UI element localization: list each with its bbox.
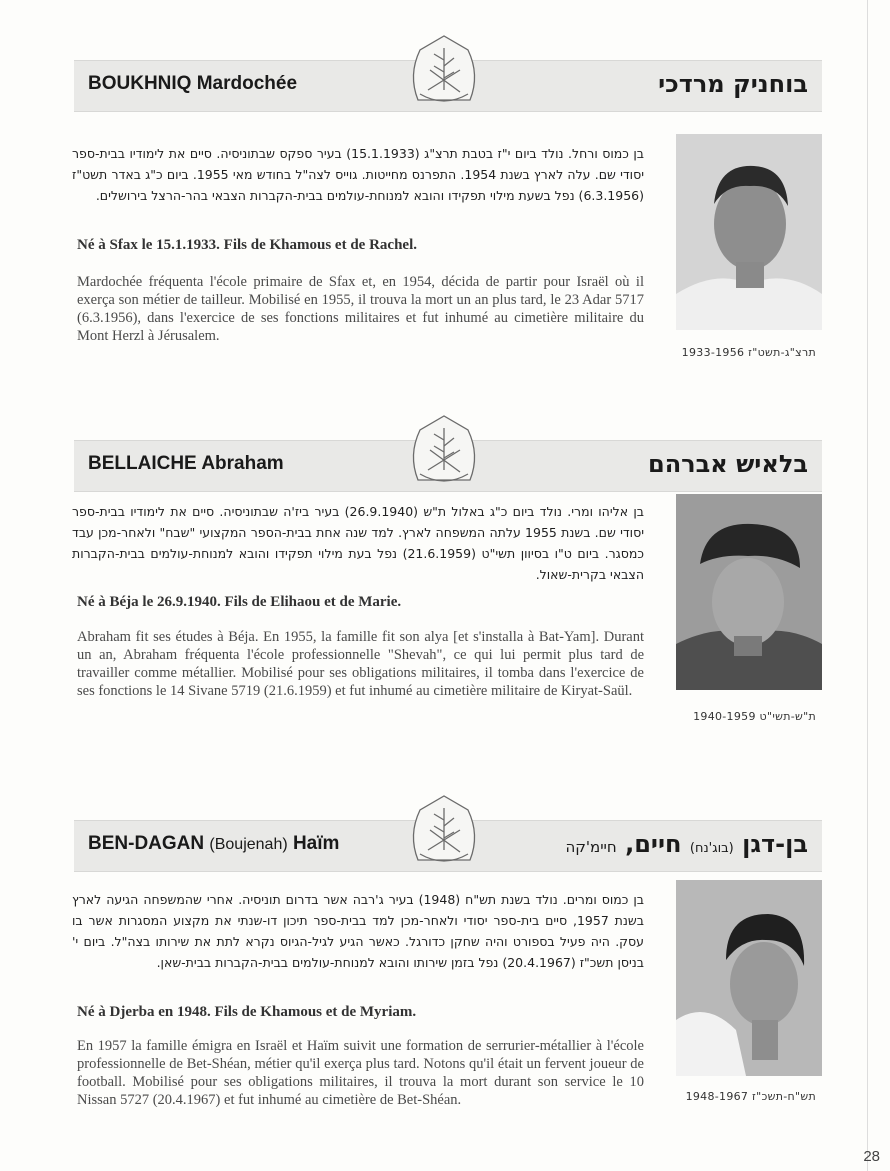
hebrew-biography: בן אליהו ומרי. נולד ביום כ"ג באלול ת"ש (26.9.1940) בעיר ביז'ה שבתוניסיה. סיים את לימודיו בבית-ספר יסודי שם. בשנת 1955 עלתה המשפחה לארץ. למד שנה אחת בבית-הספר המקצועי "שבח" ולאחר-מכן עבד כמסגר. ביום ט"ו בסיוון תשי"ט (21.6.1959) נפל בעת מילוי תפקידו והובא למנוחת-עולמים בבית-הקברות הצבאי בקרית-שאול.: [72, 503, 645, 582]
french-birth-line: Né à Béja le 26.9.1940. Fils de Elihaou et de Marie.: [77, 594, 402, 610]
idf-emblem-icon: [398, 790, 490, 870]
hebrew-biography: בן כמוס ומרים. נולד בשנת תש"ח (1948) בעיר ג'רבה אשר בדרום תוניסיה. אחרי שהמשפחה הגיעה לארץ בשנת 1957, סיים בית-ספר יסודי ולאחר-מכן למד בבית-ספר תיכון דו-שנתי את מקצוע המסגרות אשר בו עסק. היה פעיל בספורט והיה שחקן כדורגל. כאשר הגיע לגיל-הגיוס נקרא לתת את שירותו בצה"ל. ביום י' בניסן תשכ"ז (20.4.1967) נפל בזמן שירותו והובא למנוחת-עולמים בבית-הקברות בבית-שאן.: [72, 891, 644, 970]
french-birth-line: Né à Sfax le 15.1.1933. Fils de Khamous et de Rachel.: [77, 237, 417, 253]
idf-emblem-icon: [398, 410, 490, 490]
latin-surname: BELLAICHE: [88, 453, 197, 474]
portrait-photo: [676, 880, 822, 1076]
page-number: 28: [863, 1148, 880, 1165]
hebrew-name: [565, 830, 808, 858]
latin-surname: BEN-DAGAN: [88, 833, 205, 854]
french-biography: En 1957 la famille émigra en Israël et Haïm suivit une formation de serrurier-métallier à l'école professionnelle de Bet-Shéan, métier qu'il exerça plus tard. Notons qu'il était un fervent joueur de football. Mobilisé pour ses obligations militaires, il trouva la mort durant son service le 10 Nissan 5727 (20.4.1967) et fut inhumé au cimetière de Bet-Shéan.: [77, 1037, 644, 1108]
hebrew-name: בוחניק מרדכי: [658, 70, 808, 98]
life-dates: תרצ"ג-תשט"ז 1933-1956: [681, 346, 816, 359]
latin-surname: BOUKHNIQ: [88, 73, 192, 94]
french-birth-line: Né à Djerba en 1948. Fils de Khamous et de Myriam.: [77, 1004, 417, 1020]
portrait-photo: [676, 494, 822, 690]
latin-name: [88, 73, 297, 95]
page-edge-rule: [867, 0, 868, 1171]
life-dates: תש"ח-תשכ"ז 1948-1967: [685, 1090, 816, 1103]
hebrew-biography: בן כמוס ורחל. נולד ביום י"ז בטבת תרצ"ג (15.1.1933) בעיר ספקס שבתוניסיה. סיים את לימודיו בבית-ספר יסודי שם. עלה לארץ בשנת 1954. התפרנס מחייטות. גוייס לצה"ל בחודש מאי 1955. ביום כ"ג באדר תשט"ז (6.3.1956) נפל בשעת מילוי תפקידו והובא למנוחת-עולמים בבית-הקברות הצבאי בהר-הרצל בירושלים.: [72, 145, 644, 203]
latin-name: [88, 453, 284, 475]
hebrew-nickname: חיימ'קה: [565, 838, 617, 856]
french-biography: Abraham fit ses études à Béja. En 1955, la famille fit son alya [et s'installa à Bat-Yam]. Durant un an, Abraham fréquenta l'école professionnelle "Shevah", ce qui lui permit plus tard de travailler comme métallier. Mobilisé pour ses obligations militaires, il tomba dans l'exercice de ses fonctions le 14 Sivane 5719 (21.6.1959) et fut inhumé au cimetière militaire de Kiryat-Saül.: [77, 628, 644, 699]
hebrew-surname: בן-דגן: [742, 830, 808, 858]
french-biography: Mardochée fréquenta l'école primaire de Sfax et, en 1954, décida de partir pour Israël où il exerça son métier de tailleur. Mobilisé en 1955, il trouva la mort un an plus tard, le 23 Adar 5717 (6.3.1956), dans l'exercice de ses fonctions militaires et fut inhumé au cimetière militaire du Mont Herzl à Jérusalem.: [77, 273, 644, 344]
portrait-photo: [676, 134, 822, 330]
latin-given-name: Abraham: [201, 453, 284, 474]
hebrew-name: בלאיש אברהם: [647, 450, 808, 478]
latin-given-name: Haïm: [292, 833, 340, 854]
latin-alt-surname: (Boujenah): [209, 836, 288, 853]
latin-given-name: Mardochée: [196, 73, 298, 94]
hebrew-alt-surname: (בוג'נח): [689, 841, 734, 856]
life-dates: ת"ש-תשי"ט 1940-1959: [693, 710, 816, 723]
hebrew-given-name: חיים,: [625, 830, 682, 858]
latin-name: [88, 833, 339, 855]
idf-emblem-icon: [398, 30, 490, 110]
